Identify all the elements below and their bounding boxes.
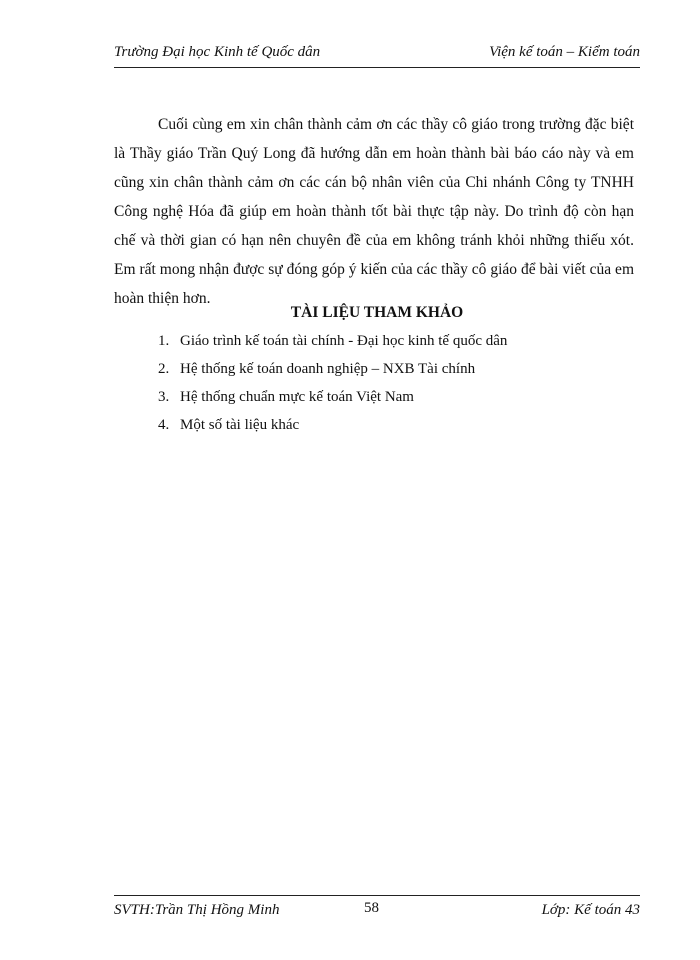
page-footer [114, 895, 640, 919]
reference-number: 3. [158, 389, 170, 405]
footer-student: SVTH:Trần Thị Hồng Minh [114, 902, 280, 918]
acknowledgement-paragraph: Cuối cùng em xin chân thành cảm ơn các thầy cô giáo trong trường đặc biệt là Thầy giáo Trần Quý Long đã hướng dẫn em hoàn thành bài báo cáo này và em cũng xin chân thành cảm ơn các cán bộ nhân viên của Chi nhánh Công ty TNHH Công nghệ Hóa đã giúp em hoàn thành tốt bài thực tập này. Do trình độ còn hạn chế và thời gian có hạn nên chuyên đề của em không tránh khỏi những thiếu xót. Em rất mong nhận được sự đóng góp ý kiến của các thầy cô giáo để bài viết của em hoàn thiện hơn. [114, 116, 634, 307]
reference-item [158, 383, 618, 411]
header-school: Trường Đại học Kinh tế Quốc dân [114, 44, 321, 60]
footer-class: Lớp: Kế toán 43 [541, 902, 640, 918]
reference-number: 2. [158, 361, 170, 377]
page-number: 58 [364, 900, 379, 916]
reference-number: 4. [158, 417, 170, 433]
reference-text: Một số tài liệu khác [180, 417, 300, 433]
references-list [158, 327, 618, 439]
reference-text: Hệ thống chuẩn mực kế toán Việt Nam [180, 389, 414, 405]
reference-text: Giáo trình kế toán tài chính - Đại học kinh tế quốc dân [180, 333, 508, 349]
page-header [114, 38, 640, 68]
header-institute: Viện kế toán – Kiểm toán [489, 44, 640, 60]
reference-item [158, 411, 618, 439]
references-title: TÀI LIỆU THAM KHẢO [290, 304, 464, 321]
reference-item [158, 355, 618, 383]
reference-item [158, 327, 618, 355]
reference-text: Hệ thống kế toán doanh nghiệp – NXB Tài chính [180, 361, 476, 377]
reference-number: 1. [158, 333, 170, 349]
